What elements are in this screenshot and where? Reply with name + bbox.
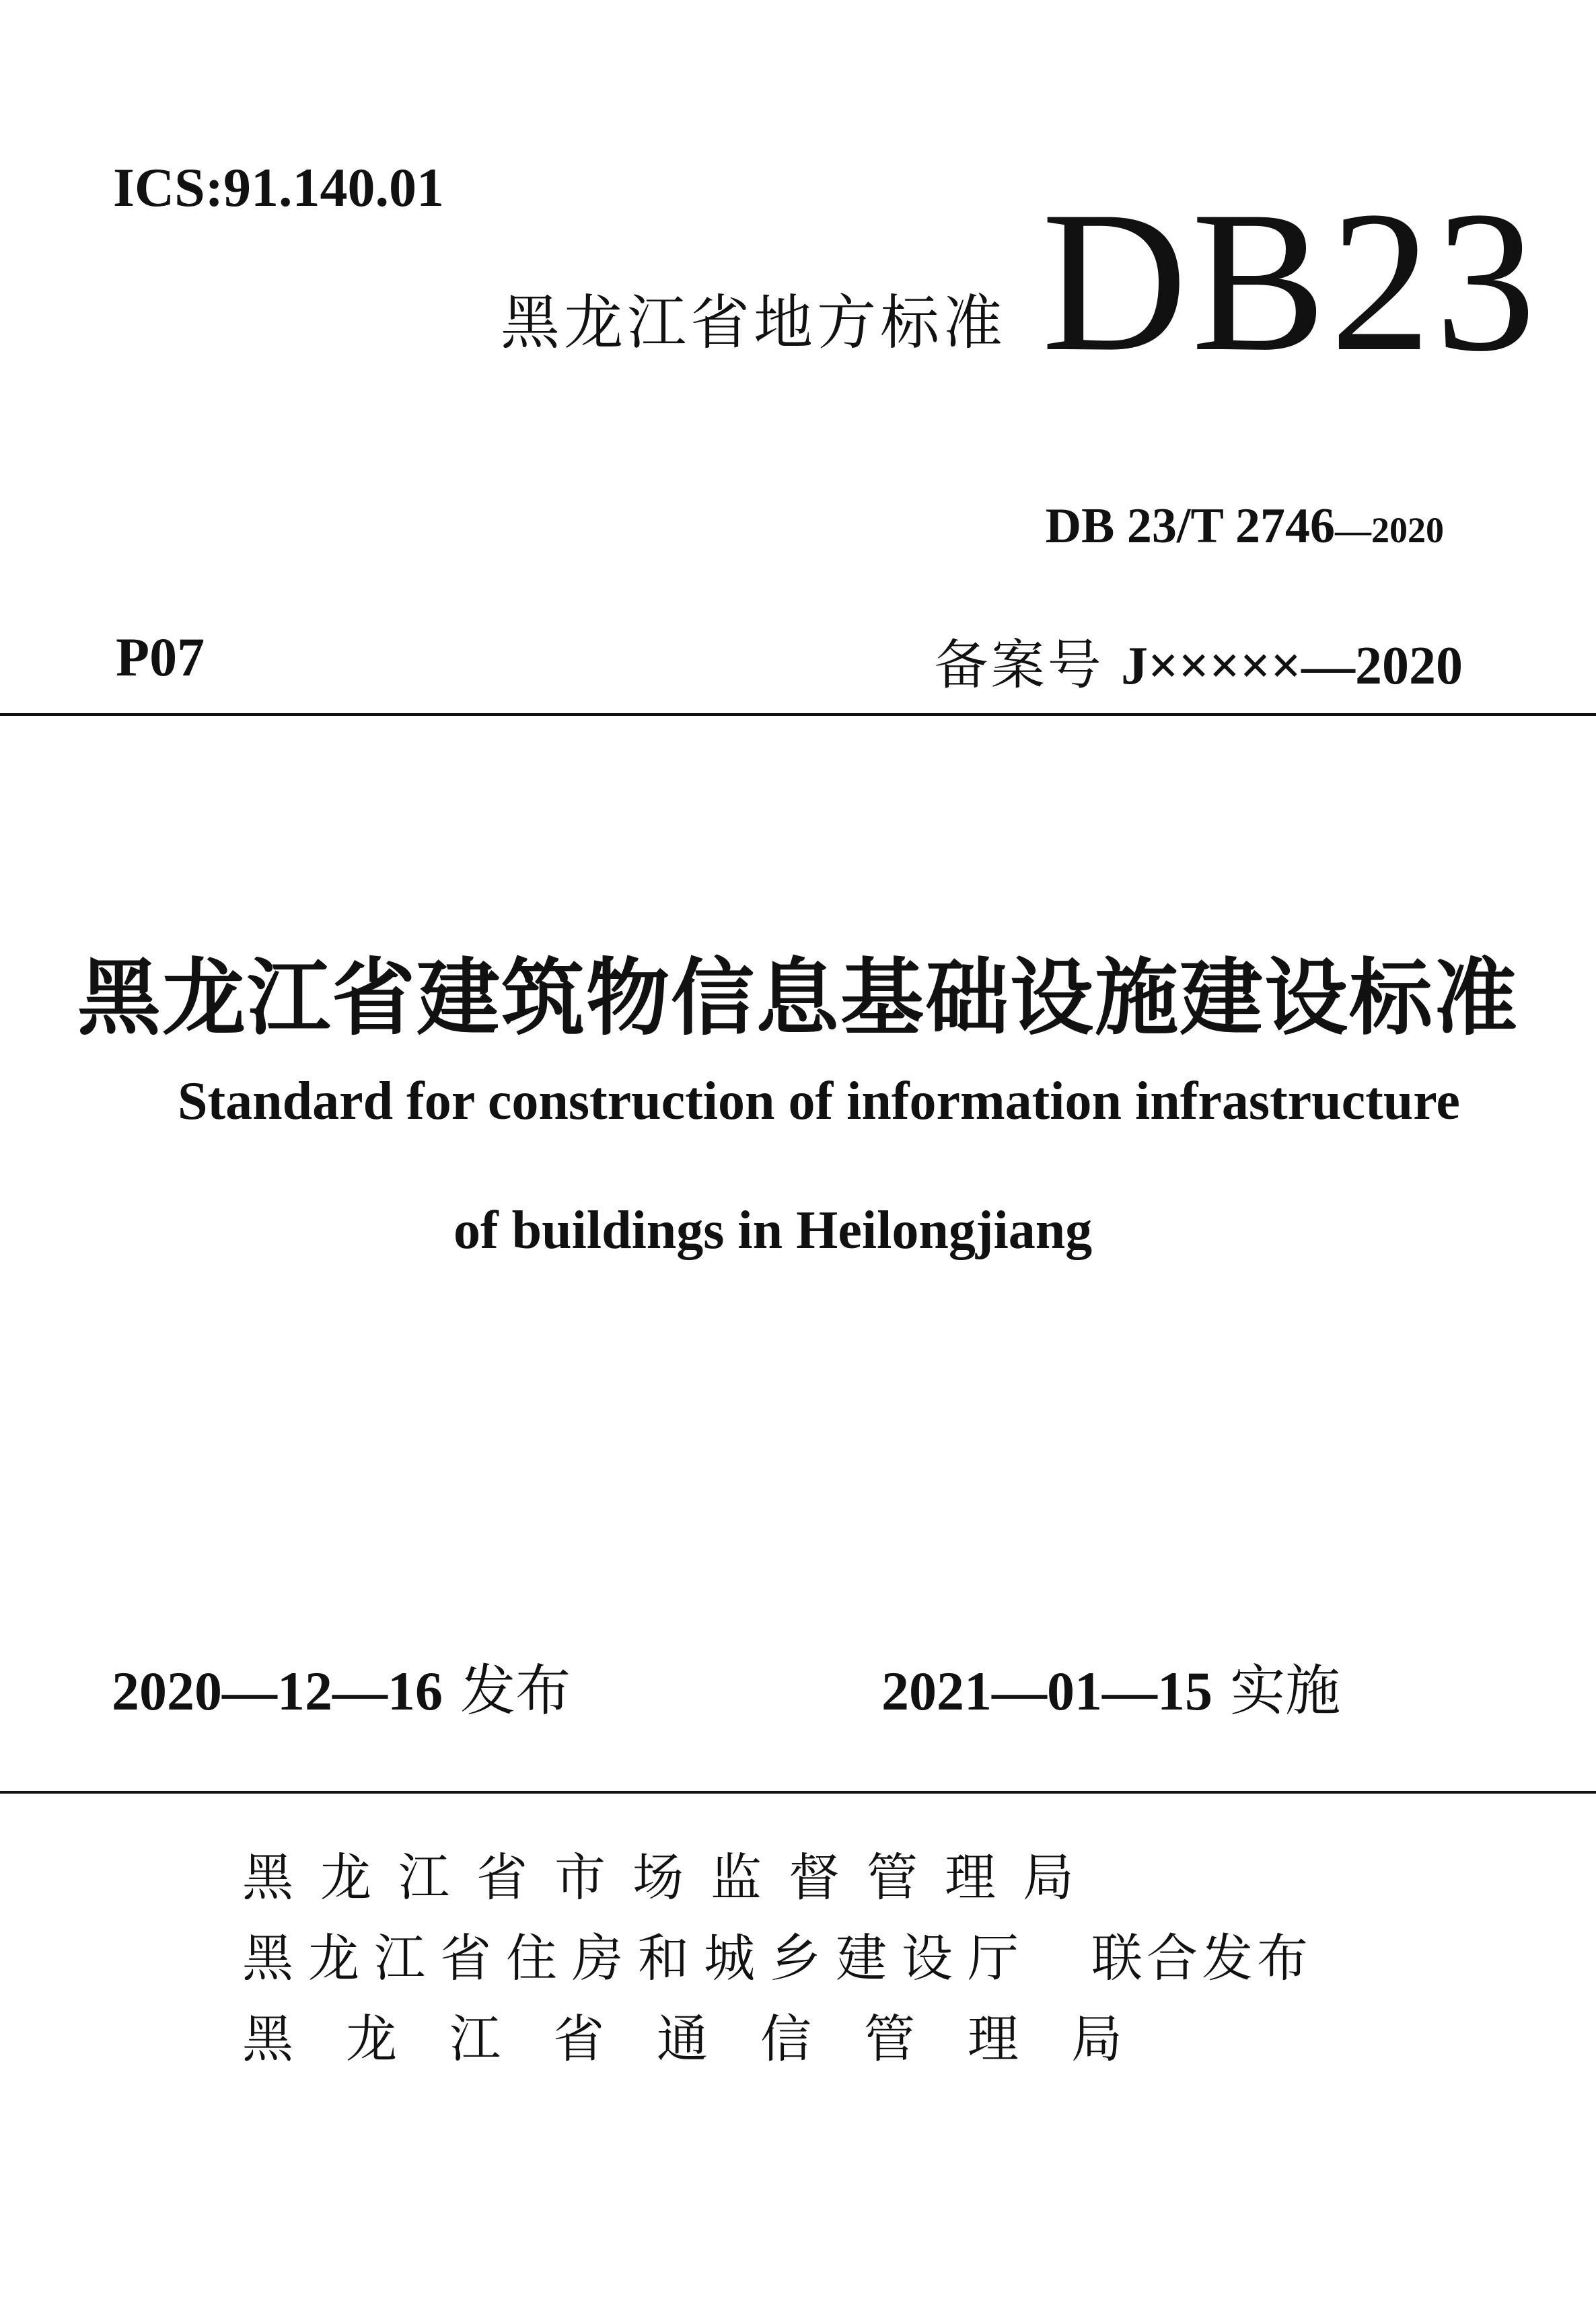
record-number: J×××××—2020 [1121,636,1463,696]
standard-code [1046,498,1444,555]
title-english-line2: of buildings in Heilongjiang [454,1201,1093,1260]
record-label: 备案号 [934,634,1104,696]
issuer-market-supervision: 黑龙江省市场监督管理局 [242,1847,1101,1907]
top-divider [0,713,1596,716]
classification-code: P07 [116,626,205,688]
joint-publish-label: 联合发布 [1091,1928,1312,1988]
standard-type: 黑龙江省地方标准 [501,288,1007,357]
issuer-communications: 黑龙江省通信管理局 [242,2009,1175,2069]
effective-label: 实施 [1230,1659,1341,1723]
publish-date-line [112,1647,571,1726]
effective-date-line [881,1647,1340,1726]
bottom-divider [0,1791,1596,1794]
title-chinese: 黑龙江省建筑物信息基础设施建设标准 [77,950,1519,1047]
title-english-line1: Standard for construction of information infrastructure [178,1072,1460,1131]
ics-number: ICS:91.140.01 [113,157,445,218]
publish-label: 发布 [460,1659,571,1723]
record-number-line [935,622,1463,699]
issuer-housing-construction: 黑龙江省住房和城乡建设厅 [242,1928,1033,1988]
standard-code-year: —2020 [1335,510,1444,550]
publish-date: 2020—12—16 [112,1660,443,1722]
standard-code-main: DB 23/T 2746 [1045,499,1335,554]
db-logo: DB23 [1042,170,1540,393]
effective-date: 2021—01—15 [881,1660,1212,1722]
